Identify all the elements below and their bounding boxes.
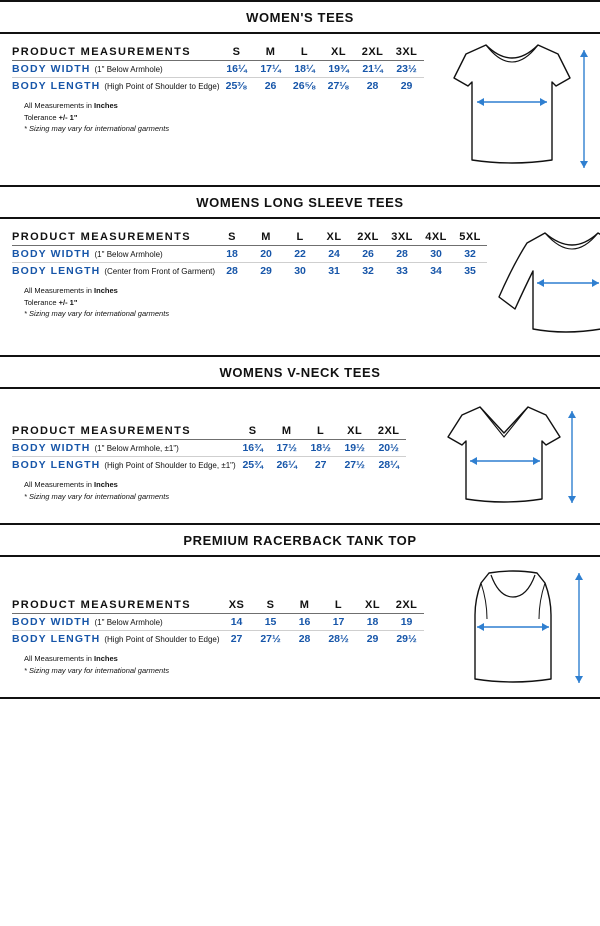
table-row [12,78,424,95]
row-label-text: BODY WIDTH [12,616,91,628]
column-header-size: M [299,599,310,611]
cell-value: 19½ [338,440,372,457]
table-header-row [12,229,487,246]
row-label-text: BODY WIDTH [12,248,91,260]
table-row [12,246,487,263]
column-header-size: L [296,231,304,243]
table-row [12,631,424,648]
column-header-size: 2XL [357,231,379,243]
table-header-row [12,423,406,440]
table-row [12,263,487,280]
page-whitespace [0,699,600,899]
cell-value: 26 [351,246,385,263]
cell-value: 18½ [304,440,338,457]
section-premium-racerback-tank-top [0,525,600,697]
note-line: All Measurements in Inches [24,101,118,110]
row-label-sub: (Center from Front of Garment) [104,267,216,276]
length-arrow [580,50,588,168]
cell-value: 26¼ [276,459,297,471]
column-header-size: XL [326,231,342,243]
cell-value: 22 [283,246,317,263]
cell-value: 26⁵⁄₈ [292,80,317,92]
column-header-product-measurements: PRODUCT MEASUREMENTS [12,425,191,437]
row-label-text: BODY WIDTH [12,63,91,75]
cell-value: 14 [220,614,254,631]
cell-value: 27¹⁄₈ [327,80,350,92]
cell-value: 19¾ [322,61,356,78]
cell-value: 27 [314,459,327,471]
table-header-row [12,44,424,61]
cell-value: 28 [226,265,238,277]
cell-value: 32 [453,246,487,263]
cell-value: 23½ [390,61,424,78]
cell-value: 30 [419,246,453,263]
notes-block [12,647,424,684]
section-title: WOMEN'S TEES [246,10,354,25]
cell-value: 29½ [396,633,417,645]
cell-value: 18 [356,614,390,631]
table-row [12,61,424,78]
table-row [12,457,406,474]
long-sleeve-tee-icon [487,225,600,355]
column-header-size: XL [331,46,347,58]
length-arrow [575,573,583,683]
column-header-size: S [228,231,236,243]
section-womens-v-neck-tees [0,357,600,523]
row-label [12,631,220,648]
measurements-table-container [0,219,487,328]
cell-value: 25¾ [242,459,263,471]
row-label [12,61,220,78]
cell-value: 29 [366,633,379,645]
garment-illustration-container [424,557,600,697]
measurements-table-container [0,557,424,684]
row-label-sub: (1" Below Armhole) [94,65,163,74]
cell-value: 33 [396,265,408,277]
column-header-size: L [300,46,309,58]
column-header-size: 3XL [391,231,413,243]
row-label [12,440,236,457]
note-line: * Sizing may vary for international garments [24,665,170,675]
cell-value: 29 [260,265,272,277]
note-line: All Measurements in Inches [24,654,118,663]
cell-value: 28 [298,633,311,645]
column-header-size: M [265,46,276,58]
cell-value: 27½ [260,633,281,645]
row-label-text: BODY LENGTH [12,633,101,645]
column-header-size: 2XL [361,46,384,58]
row-label-text: BODY WIDTH [12,442,91,454]
notes-block [12,94,424,143]
row-label [12,614,220,631]
row-label [12,246,215,263]
column-header-size: S [266,599,275,611]
row-label-sub: (1" Below Armhole, ±1") [94,444,179,453]
section-title: PREMIUM RACERBACK TANK TOP [183,533,417,548]
column-header-size: 2XL [395,599,418,611]
note-line: * Sizing may vary for international garments [24,491,170,501]
row-label [12,78,220,95]
measurements-table [12,423,406,473]
row-label [12,263,215,280]
cell-value: 31 [328,265,340,277]
cell-value: 16¼ [220,61,254,78]
row-label-text: BODY LENGTH [12,80,101,92]
garment-illustration-container [406,389,600,523]
column-header-size: XS [228,599,245,611]
garment-illustration-container [424,34,600,185]
cell-value: 26 [264,80,277,92]
cell-value: 27 [230,633,243,645]
measurements-table [12,597,424,647]
note-line: All Measurements in Inches [24,480,118,489]
column-header-size: M [261,231,271,243]
measurements-table-container [0,389,406,510]
note-line: Tolerance +/- 1" [24,297,78,307]
table-header-row [12,597,424,614]
cell-value: 20 [249,246,283,263]
column-header-size: 2XL [377,425,400,437]
cell-value: 19 [390,614,424,631]
measurements-table-container [0,34,424,143]
cell-value: 16 [288,614,322,631]
cell-value: 17½ [270,440,304,457]
row-label-sub: (High Point of Shoulder to Edge, ±1") [104,461,236,470]
notes-block [12,473,406,510]
cell-value: 29 [400,80,413,92]
column-header-size: XL [365,599,381,611]
note-line: All Measurements in Inches [24,286,118,295]
cell-value: 28 [366,80,379,92]
row-label-sub: (1" Below Armhole) [94,618,163,627]
cell-value: 21¼ [356,61,390,78]
cell-value: 30 [294,265,306,277]
section-title: WOMENS V-NECK TEES [219,365,381,380]
racerback-tank-icon [429,567,594,697]
length-arrow [568,411,576,503]
note-line: * Sizing may vary for international garments [24,124,170,134]
cell-value: 28¼ [378,459,399,471]
cell-value: 28½ [328,633,349,645]
note-line: * Sizing may vary for international garments [24,309,170,319]
measurements-table [12,44,424,94]
measurements-table [12,229,487,279]
cell-value: 15 [254,614,288,631]
row-label-text: BODY LENGTH [12,459,101,471]
column-header-size: 4XL [425,231,447,243]
table-row [12,440,406,457]
v-neck-tee-icon [420,403,585,523]
note-line: Tolerance +/- 1" [24,112,78,122]
cell-value: 27½ [344,459,365,471]
column-header-product-measurements: PRODUCT MEASUREMENTS [12,599,191,611]
cell-value: 25³⁄₈ [225,80,248,92]
cell-value: 34 [430,265,442,277]
notes-block [12,279,487,328]
column-header-product-measurements: PRODUCT MEASUREMENTS [12,231,191,243]
column-header-size: XL [347,425,363,437]
row-label-text: BODY LENGTH [12,265,101,277]
row-label-sub: (1" Below Armhole) [94,250,163,259]
column-header-size: 5XL [459,231,481,243]
row-label-sub: (High Point of Shoulder to Edge) [104,635,220,644]
column-header-size: M [281,425,292,437]
row-label-sub: (High Point of Shoulder to Edge) [104,82,220,91]
cell-value: 35 [464,265,476,277]
cell-value: 24 [317,246,351,263]
cell-value: 18¼ [288,61,322,78]
column-header-size: S [232,46,241,58]
cell-value: 16¾ [236,440,270,457]
column-header-size: L [317,425,325,437]
section-womens-long-sleeve-tees [0,187,600,355]
cell-value: 32 [362,265,374,277]
cell-value: 28 [385,246,419,263]
column-header-size: 3XL [395,46,418,58]
table-row [12,614,424,631]
tee-shirt-icon [424,40,599,185]
cell-value: 17¼ [254,61,288,78]
cell-value: 18 [215,246,249,263]
column-header-size: S [248,425,257,437]
column-header-size: L [334,599,343,611]
section-womens-tees [0,2,600,185]
cell-value: 17 [322,614,356,631]
row-label [12,457,236,474]
cell-value: 20½ [372,440,406,457]
section-title: WOMENS LONG SLEEVE TEES [196,195,404,210]
garment-illustration-container [487,219,600,355]
column-header-product-measurements: PRODUCT MEASUREMENTS [12,46,191,58]
